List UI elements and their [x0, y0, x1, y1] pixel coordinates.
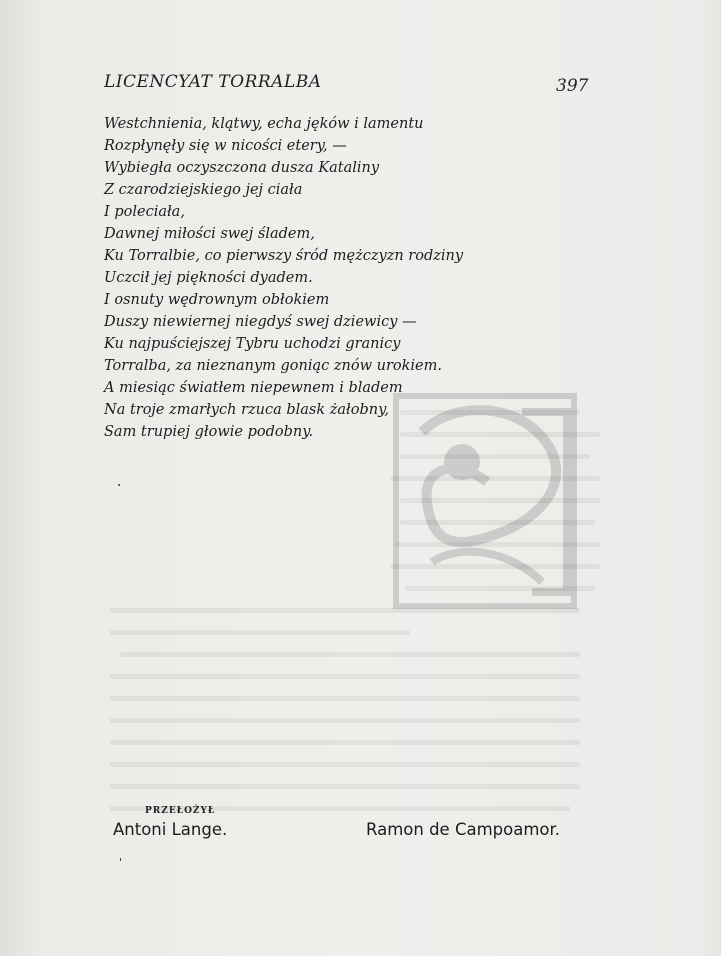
translator-name: Antoni Lange. [113, 820, 228, 839]
author-name: Ramon de Campoamor. [366, 820, 561, 839]
page-number: 397 [556, 76, 589, 96]
running-head: LICENCYAT TORRALBA [104, 72, 322, 92]
poem-line: Sam trupiej głowie podobny. [104, 424, 314, 440]
poem-line: Na troje zmarłych rzuca blask żałobny, [104, 402, 389, 418]
poem-stanza [104, 113, 624, 443]
poem-line: Wybiegła oczyszczona dusza Kataliny [104, 160, 380, 176]
poem-line: Z czarodziejskiego jej ciała [104, 182, 303, 198]
poem-line: I poleciała, [104, 204, 185, 220]
poem-line: Torralba, za nieznanym goniąc znów urokiem. [104, 358, 442, 374]
poem-line: A miesiąc światłem niepewnem i bladem [104, 380, 403, 396]
poem-line: Dawnej miłości swej śladem, [104, 226, 315, 242]
ink-speck [120, 858, 121, 861]
poem-line: I osnuty wędrownym obłokiem [104, 292, 330, 308]
poem-line: Ku Torralbie, co pierwszy śród mężczyzn rodziny [104, 248, 464, 264]
poem-line: Ku najpuściejszej Tybru uchodzi granicy [104, 336, 401, 352]
poem-line: Westchnienia, klątwy, echa jęków i lamentu [104, 116, 424, 132]
translator-caption: PRZEŁOŻYŁ [145, 806, 216, 816]
poem-line: Uczcił jej piękności dyadem. [104, 270, 313, 286]
poem-line: Rozpłynęły się w nicości etery, — [104, 138, 347, 154]
ink-speck [118, 484, 120, 486]
poem-line: Duszy niewiernej niegdyś swej dziewicy — [104, 314, 417, 330]
